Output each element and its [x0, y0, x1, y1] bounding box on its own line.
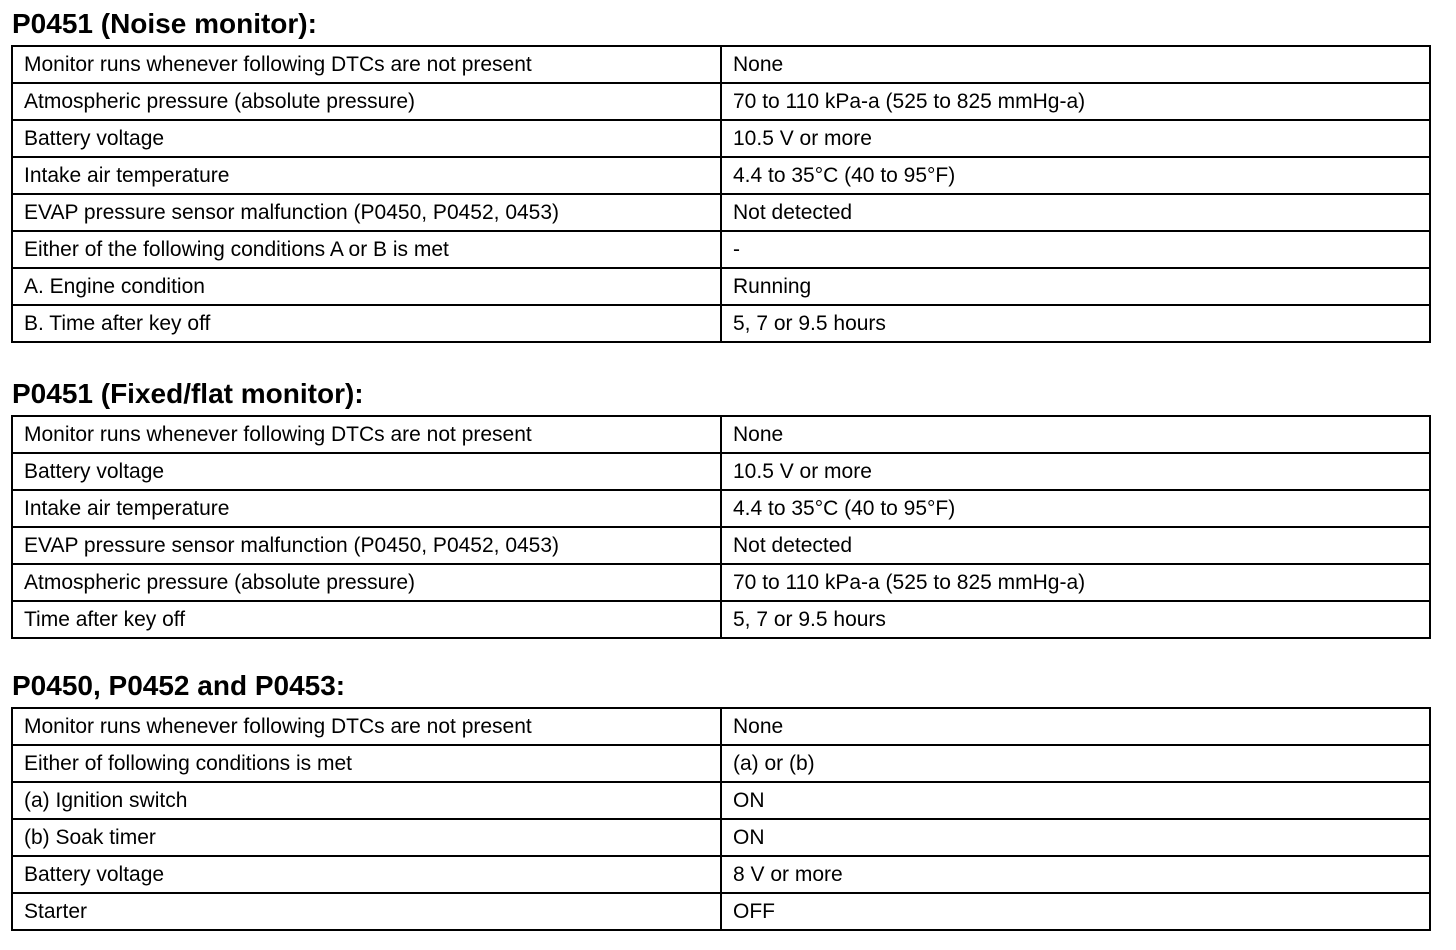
condition-value: 5, 7 or 9.5 hours	[721, 601, 1430, 638]
section-title-p0450-p0452-p0453: P0450, P0452 and P0453:	[12, 670, 346, 701]
condition-label: Time after key off	[12, 601, 721, 638]
condition-value: 10.5 V or more	[721, 453, 1430, 490]
condition-label: (a) Ignition switch	[12, 782, 721, 819]
table-row	[12, 893, 1430, 930]
condition-label: Monitor runs whenever following DTCs are not present	[12, 708, 721, 745]
condition-label: A. Engine condition	[12, 268, 721, 305]
condition-label: EVAP pressure sensor malfunction (P0450, P0452, 0453)	[12, 194, 721, 231]
table-row	[12, 782, 1430, 819]
condition-label: Battery voltage	[12, 453, 721, 490]
table-row	[12, 819, 1430, 856]
condition-label: Either of following conditions is met	[12, 745, 721, 782]
table-row	[12, 194, 1430, 231]
conditions-table-fixed-flat-monitor	[11, 415, 1431, 639]
condition-label: Intake air temperature	[12, 490, 721, 527]
condition-label: Battery voltage	[12, 120, 721, 157]
table-row	[12, 157, 1430, 194]
condition-value: 5, 7 or 9.5 hours	[721, 305, 1430, 342]
condition-label: Intake air temperature	[12, 157, 721, 194]
table-row	[12, 416, 1430, 453]
condition-label: (b) Soak timer	[12, 819, 721, 856]
condition-value: None	[721, 46, 1430, 83]
condition-value: 10.5 V or more	[721, 120, 1430, 157]
condition-label: Monitor runs whenever following DTCs are not present	[12, 416, 721, 453]
table-row	[12, 305, 1430, 342]
condition-value: None	[721, 708, 1430, 745]
table-row	[12, 856, 1430, 893]
table-row	[12, 120, 1430, 157]
section-title-fixed-flat-monitor: P0451 (Fixed/flat monitor):	[12, 378, 364, 409]
condition-value: Not detected	[721, 194, 1430, 231]
condition-value: 4.4 to 35°C (40 to 95°F)	[721, 490, 1430, 527]
table-row	[12, 453, 1430, 490]
condition-value: -	[721, 231, 1430, 268]
condition-value: ON	[721, 782, 1430, 819]
condition-value: Running	[721, 268, 1430, 305]
condition-label: Either of the following conditions A or B is met	[12, 231, 721, 268]
conditions-table-noise-monitor	[11, 45, 1431, 343]
condition-label: B. Time after key off	[12, 305, 721, 342]
condition-value: None	[721, 416, 1430, 453]
table-row	[12, 564, 1430, 601]
condition-value: 70 to 110 kPa-a (525 to 825 mmHg-a)	[721, 564, 1430, 601]
table-row	[12, 268, 1430, 305]
table-row	[12, 490, 1430, 527]
condition-label: Battery voltage	[12, 856, 721, 893]
condition-value: OFF	[721, 893, 1430, 930]
condition-value: 4.4 to 35°C (40 to 95°F)	[721, 157, 1430, 194]
conditions-table-p0450-p0452-p0453	[11, 707, 1431, 931]
condition-value: 70 to 110 kPa-a (525 to 825 mmHg-a)	[721, 83, 1430, 120]
table-row	[12, 527, 1430, 564]
condition-label: Monitor runs whenever following DTCs are not present	[12, 46, 721, 83]
table-row	[12, 601, 1430, 638]
condition-value: 8 V or more	[721, 856, 1430, 893]
table-row	[12, 745, 1430, 782]
table-row	[12, 231, 1430, 268]
condition-label: Atmospheric pressure (absolute pressure)	[12, 83, 721, 120]
table-row	[12, 83, 1430, 120]
condition-label: Atmospheric pressure (absolute pressure)	[12, 564, 721, 601]
section-title-noise-monitor: P0451 (Noise monitor):	[12, 8, 317, 39]
condition-label: Starter	[12, 893, 721, 930]
condition-label: EVAP pressure sensor malfunction (P0450, P0452, 0453)	[12, 527, 721, 564]
table-row	[12, 708, 1430, 745]
condition-value: ON	[721, 819, 1430, 856]
condition-value: (a) or (b)	[721, 745, 1430, 782]
condition-value: Not detected	[721, 527, 1430, 564]
table-row	[12, 46, 1430, 83]
